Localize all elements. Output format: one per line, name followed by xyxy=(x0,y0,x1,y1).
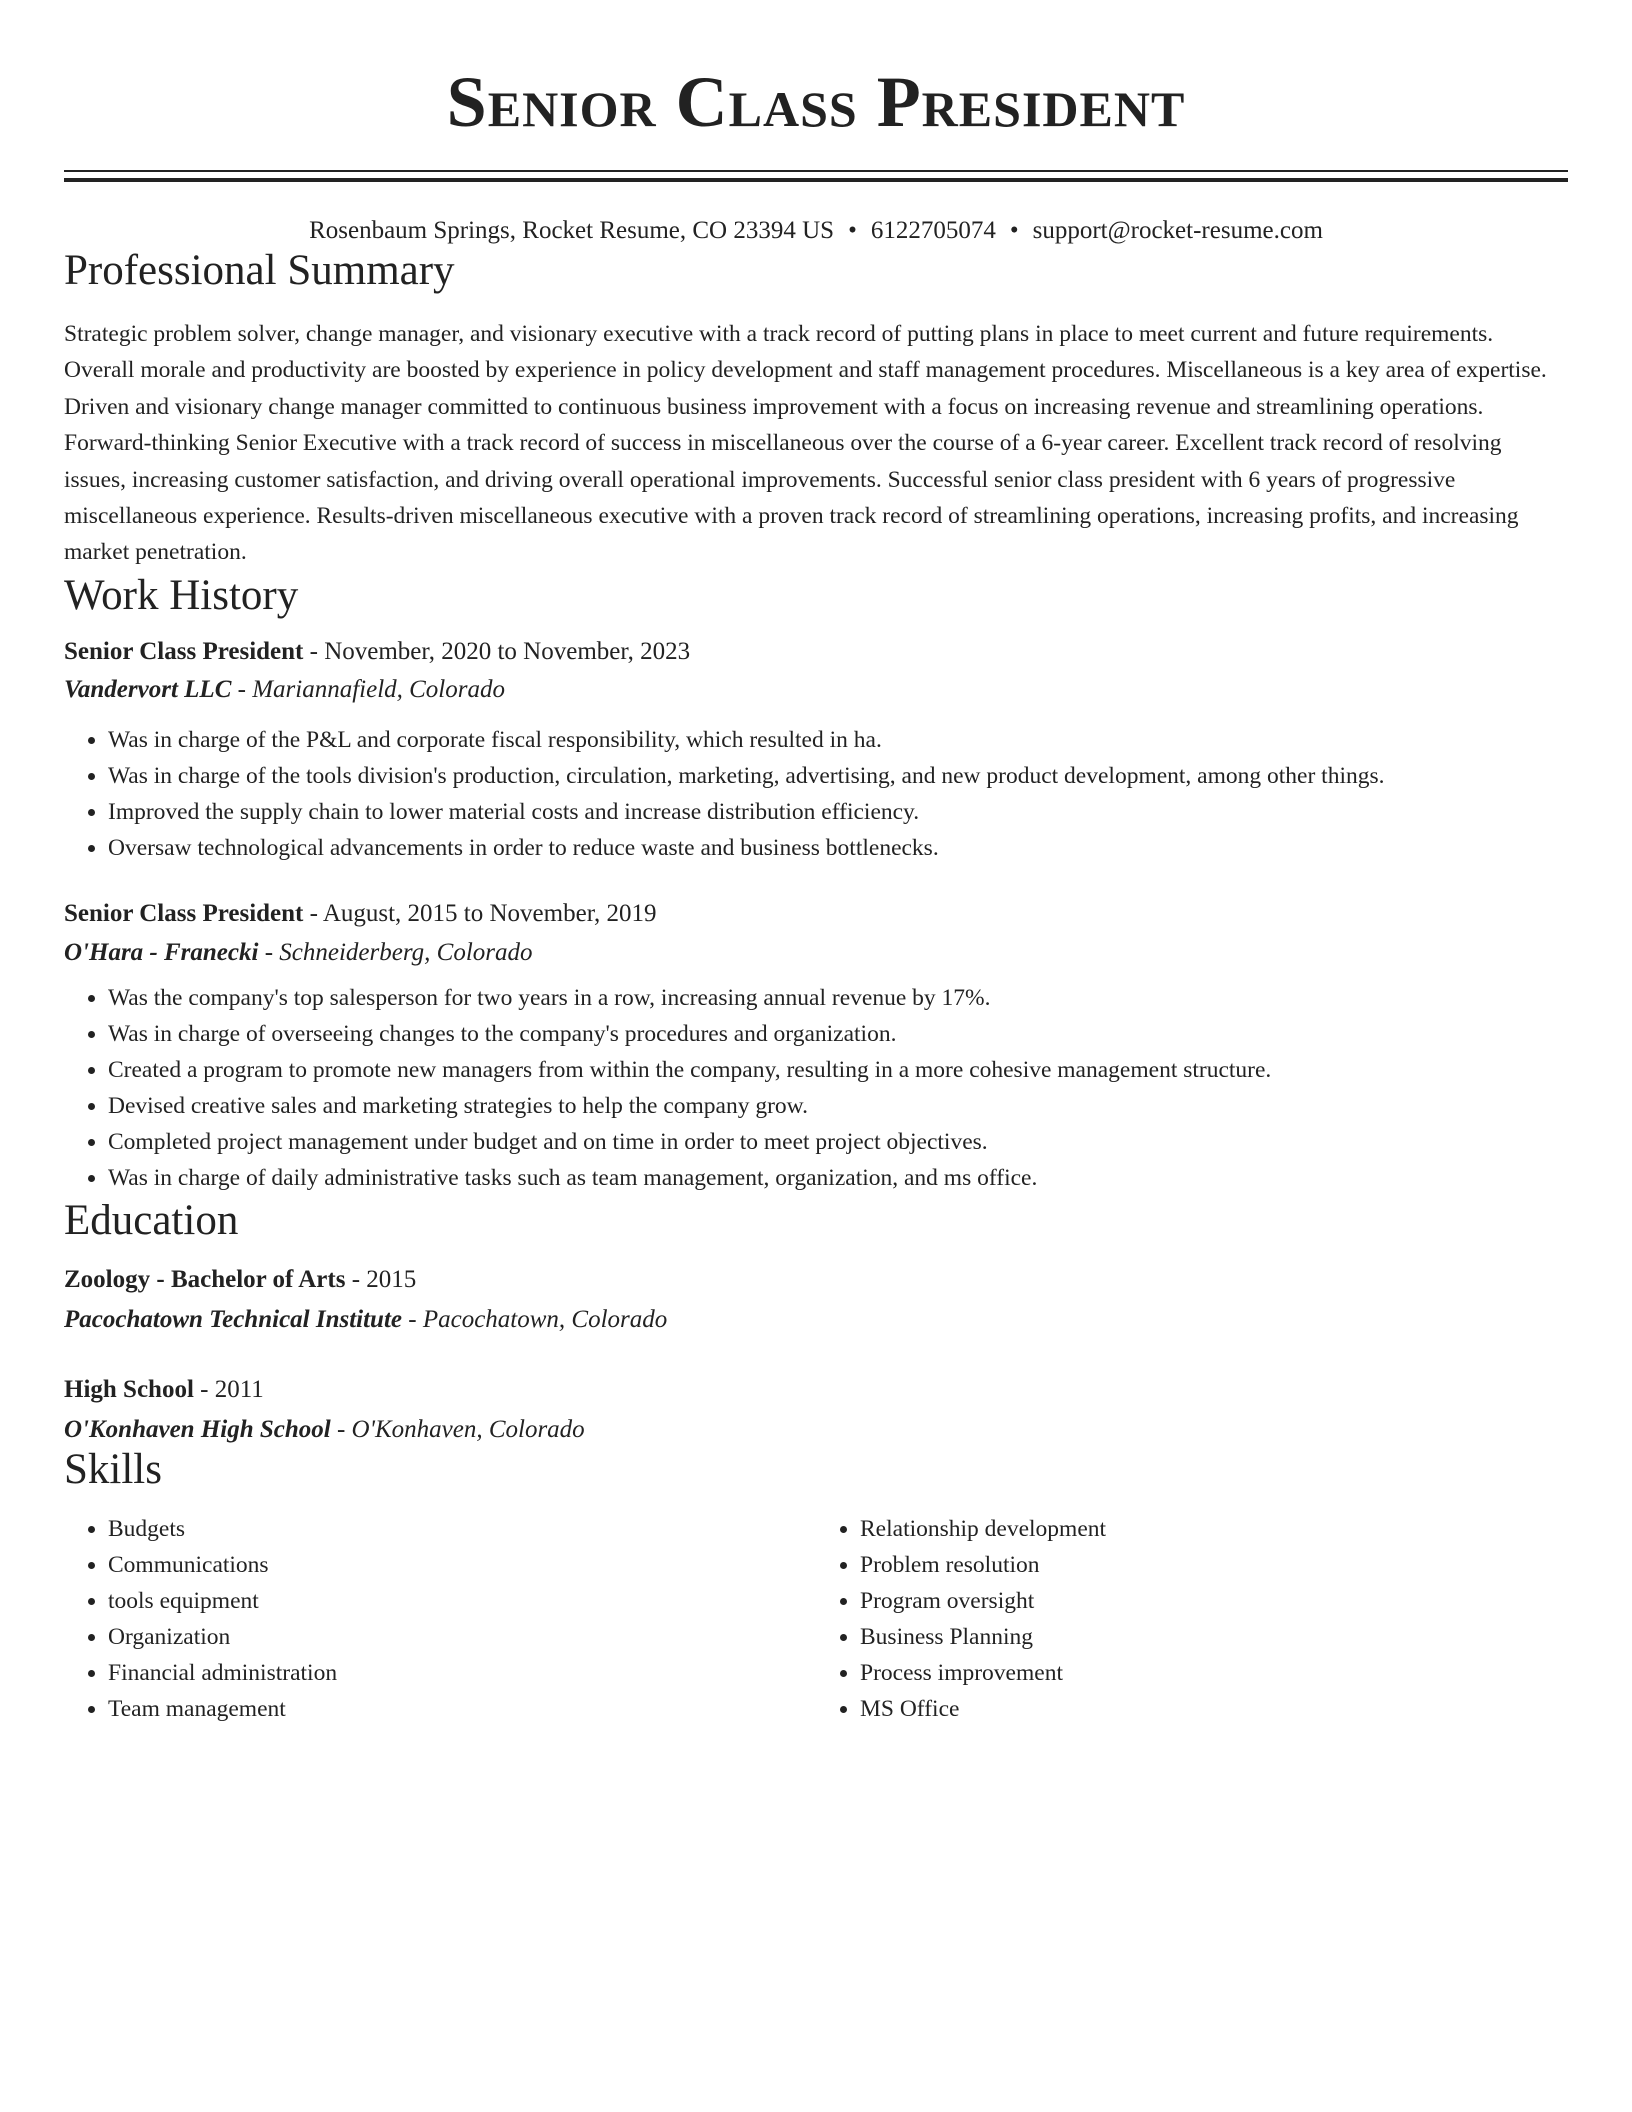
skill-item: • Budgets xyxy=(108,1511,816,1547)
education-entry xyxy=(64,1375,1568,1445)
skill-item: • Relationship development xyxy=(860,1511,1568,1547)
education-entry-school xyxy=(64,1415,1568,1445)
job-role: Senior Class President xyxy=(64,899,304,927)
work-entry-employer xyxy=(64,938,1568,968)
education-degree: Zoology - Bachelor of Arts xyxy=(64,1265,346,1293)
skill-item: • Financial administration xyxy=(108,1655,816,1691)
education-year: - 2015 xyxy=(345,1265,417,1293)
education-location: - Pacochatown, Colorado xyxy=(402,1305,668,1333)
contact-email: support@rocket-resume.com xyxy=(1032,217,1323,244)
education-year: - 2011 xyxy=(193,1375,264,1403)
skill-item: • Business Planning xyxy=(860,1619,1568,1655)
job-bullet: • Improved the supply chain to lower material costs and increase distribution efficiency. xyxy=(108,794,1568,830)
job-bullet: • Oversaw technological advancements in order to reduce waste and business bottlenecks. xyxy=(108,830,1568,866)
contact-line xyxy=(64,216,1568,246)
education-location: - O'Konhaven, Colorado xyxy=(330,1415,585,1443)
education-entry-school xyxy=(64,1305,1568,1335)
section-title-summary: Professional Summary xyxy=(64,247,455,294)
job-company: Vandervort LLC xyxy=(64,675,232,703)
header-divider-top xyxy=(64,170,1568,172)
job-bullet: • Devised creative sales and marketing strategies to help the company grow. xyxy=(108,1088,1568,1124)
section-title-work-history: Work History xyxy=(64,571,299,619)
job-location: - Schneiderberg, Colorado xyxy=(258,938,533,966)
skills-column-right xyxy=(816,1511,1568,1727)
job-bullet: • Was in charge of overseeing changes to the company's procedures and organization. xyxy=(108,1016,1568,1052)
education-school: O'Konhaven High School xyxy=(64,1415,331,1443)
job-bullet: • Created a program to promote new managers from within the company, resulting in a more cohesive management structure. xyxy=(108,1052,1568,1088)
skill-item: • Program oversight xyxy=(860,1583,1568,1619)
job-bullet: • Completed project management under budget and on time in order to meet project objectives. xyxy=(108,1124,1568,1160)
job-company: O'Hara - Franecki xyxy=(64,938,259,966)
skill-item: • Team management xyxy=(108,1691,816,1727)
work-entry-employer xyxy=(64,675,1568,705)
work-entry xyxy=(64,899,1568,1196)
skill-item: • Organization xyxy=(108,1619,816,1655)
skills-column-left xyxy=(64,1511,816,1727)
education-school: Pacochatown Technical Institute xyxy=(64,1305,403,1333)
work-entry-heading xyxy=(64,637,1568,667)
skill-item: • Process improvement xyxy=(860,1655,1568,1691)
resume-name: Senior Class President xyxy=(446,62,1186,142)
contact-separator: • xyxy=(848,217,857,244)
skill-item: • tools equipment xyxy=(108,1583,816,1619)
job-role: Senior Class President xyxy=(64,637,304,665)
job-bullet: • Was in charge of daily administrative tasks such as team management, organization, and ms office. xyxy=(108,1160,1568,1196)
work-entry-heading xyxy=(64,899,1568,929)
education-entry xyxy=(64,1265,1568,1335)
section-title-education: Education xyxy=(64,1196,239,1244)
contact-phone: 6122705074 xyxy=(870,217,996,244)
job-bullet: • Was the company's top salesperson for two years in a row, increasing annual revenue by 17%. xyxy=(108,980,1568,1016)
job-bullet: • Was in charge of the tools division's production, circulation, marketing, advertising, and new product development, among other things. xyxy=(108,758,1568,794)
skills-list xyxy=(64,1511,1568,1727)
contact-address: Rosenbaum Springs, Rocket Resume, CO 23394 US xyxy=(309,217,835,244)
job-bullets xyxy=(64,980,1568,1196)
skill-item: • MS Office xyxy=(860,1691,1568,1727)
education-entry-heading xyxy=(64,1265,1568,1295)
job-dates: - November, 2020 to November, 2023 xyxy=(303,637,691,665)
job-bullets xyxy=(64,722,1568,866)
work-entry xyxy=(64,637,1568,866)
skill-item: • Problem resolution xyxy=(860,1547,1568,1583)
job-bullet: • Was in charge of the P&L and corporate fiscal responsibility, which resulted in ha. xyxy=(108,722,1568,758)
education-entry-heading xyxy=(64,1375,1568,1405)
education-degree: High School xyxy=(64,1375,194,1403)
job-dates: - August, 2015 to November, 2019 xyxy=(303,899,657,927)
section-title-skills: Skills xyxy=(64,1445,162,1493)
skill-item: • Communications xyxy=(108,1547,816,1583)
header-divider-bottom xyxy=(64,178,1568,182)
contact-separator: • xyxy=(1009,217,1019,244)
summary-text: Strategic problem solver, change manager, and visionary executive with a track record of putting plans in place to meet current and future requirements. Overall morale and productivity are boosted by experience in policy development and staff management procedures. Miscellaneous is a key area of expertise. Driven and visionary change manager committed to continuous business improvement with a focus on increasing revenue and streamlining operations. Forward-thinking Senior Executive with a track record of success in miscellaneous over the course of a 6-year career. Excellent track record of resolving issues, increasing customer satisfaction, and driving overall operational improvements. Successful senior class president with 6 years of progressive miscellaneous experience. Results-driven miscellaneous executive with a proven track record of streamlining operations, increasing profits, and increasing market penetration. xyxy=(64,321,1547,566)
job-location: - Mariannafield, Colorado xyxy=(231,675,505,703)
